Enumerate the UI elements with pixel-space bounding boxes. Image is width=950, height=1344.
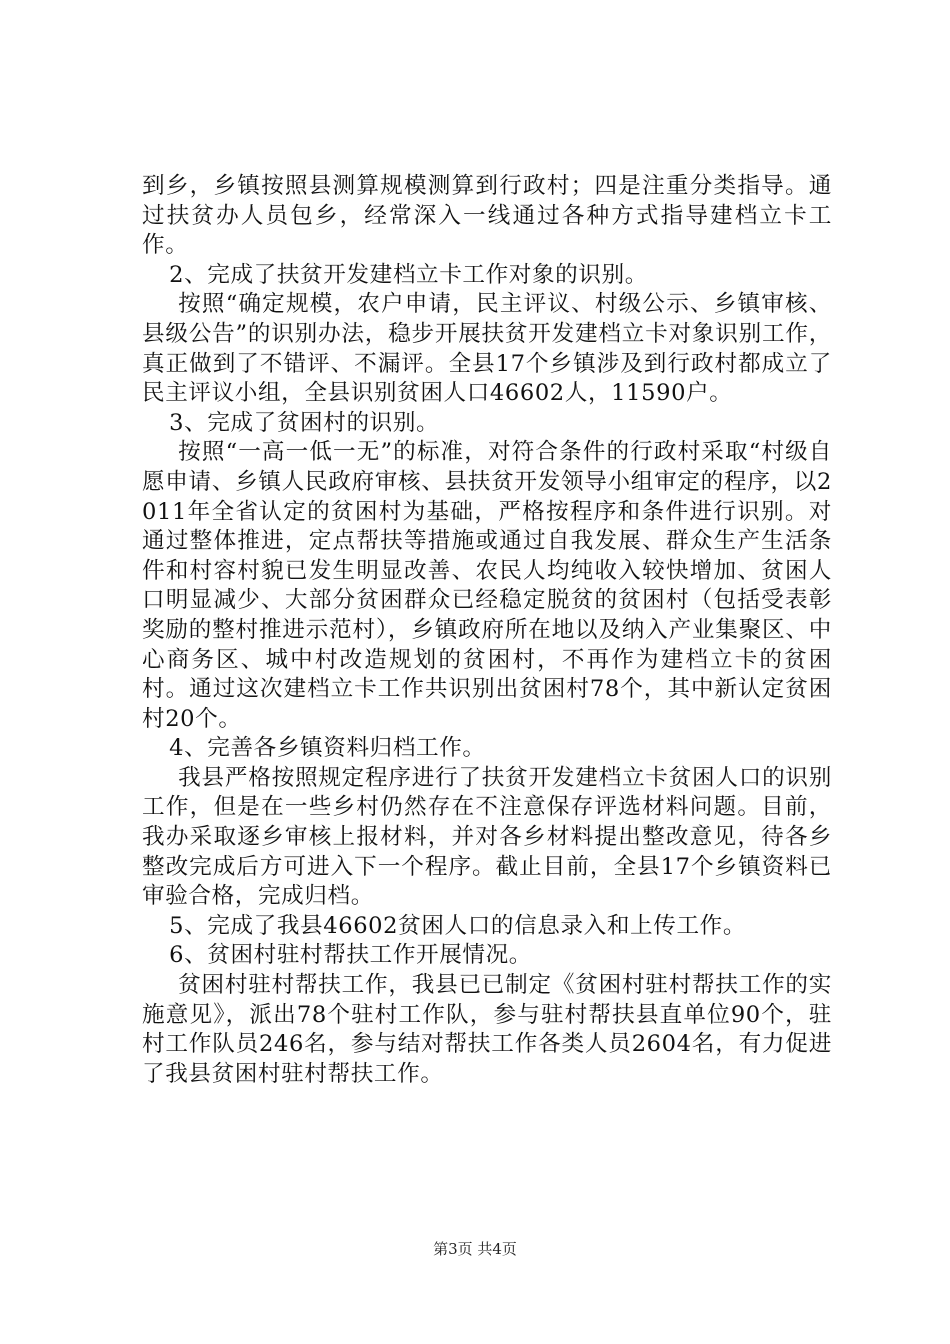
paragraph-4: 3、完成了贫困村的识别。 [169,409,440,436]
paragraph-7: 我县严格按照规定程序进行了扶贫开发建档立卡贫困人口的识别工作，但是在一些乡村仍然存在不注意保存评选材料问题。目前，我办采取逐乡审核上报材料，并对各乡材料提出整改意见，待各乡整改完成后方可进入下一个程序。截止目前，全县17个乡镇资料已审验合格，完成归档。 [142,764,832,910]
paragraph-10: 贫困村驻村帮扶工作，我县已已制定《贫困村驻村帮扶工作的实施意见》，派出78个驻村工作队，参与驻村帮扶县直单位90个，驻村工作队员246名，参与结对帮扶工作各类人员2604名，有力促进了我县贫困村驻村帮扶工作。 [142,972,832,1087]
paragraph-1: 到乡，乡镇按照县测算规模测算到行政村；四是注重分类指导。通过扶贫办人员包乡，经常深入一线通过各种方式指导建档立卡工作。 [142,173,832,259]
document-body [142,172,832,1089]
paragraph-9: 6、贫困村驻村帮扶工作开展情况。 [169,942,532,969]
page-footer: 第3页 共4页 [433,1240,517,1258]
paragraph-2: 2、完成了扶贫开发建档立卡工作对象的识别。 [169,261,648,288]
paragraph-5: 按照“一高一低一无”的标准，对符合条件的行政村采取“村级自愿申请、乡镇人民政府审核、县扶贫开发领导小组审定的程序，以2011年全省认定的贫困村为基础，严格按程序和条件进行识别。对通过整体推进，定点帮扶等措施或通过自我发展、群众生产生活条件和村容村貌已发生明显改善、农民人均纯收入较快增加、贫困人口明显减少、大部分贫困群众已经稳定脱贫的贫困村（包括受表彰奖励的整村推进示范村），乡镇政府所在地以及纳入产业集聚区、中心商务区、城中村改造规划的贫困村，不再作为建档立卡的贫困村。通过这次建档立卡工作共识别出贫困村78个，其中新认定贫困村20个。 [142,439,832,732]
paragraph-3: 按照“确定规模，农户申请，民主评议、村级公示、乡镇审核、县级公告”的识别办法，稳步开展扶贫开发建档立卡对象识别工作，真正做到了不错评、不漏评。全县17个乡镇涉及到行政村都成立了民主评议小组，全县识别贫困人口46602人，11590户。 [142,291,832,407]
paragraph-8: 5、完成了我县46602贫困人口的信息录入和上传工作。 [169,912,747,939]
paragraph-6: 4、完善各乡镇资料归档工作。 [169,735,486,762]
